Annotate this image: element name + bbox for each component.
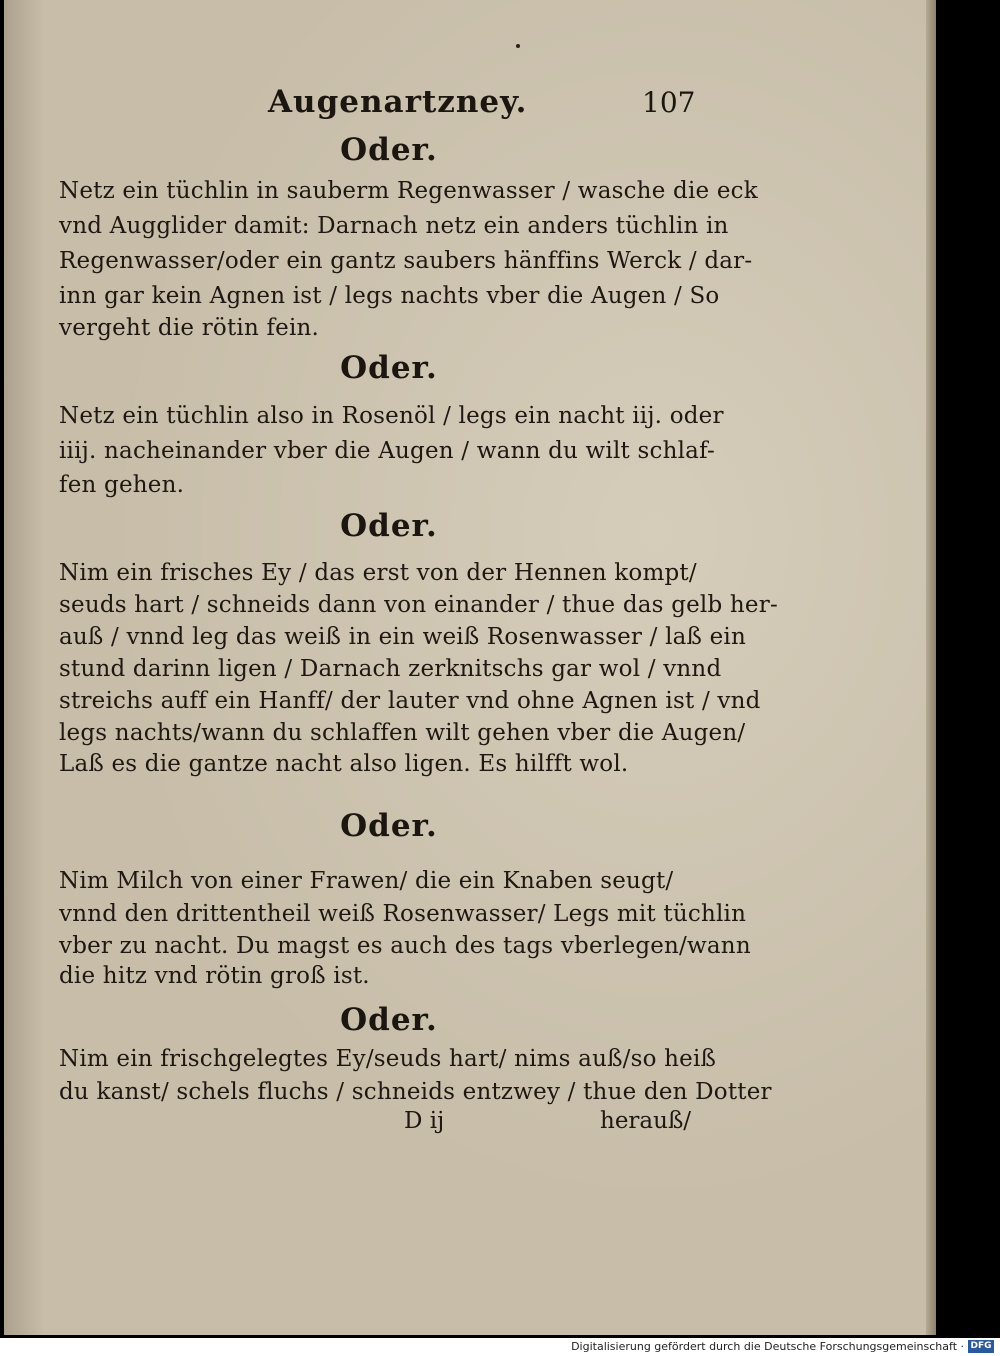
text-line: vergeht die rötin fein. bbox=[59, 315, 320, 341]
book-page bbox=[4, 0, 936, 1335]
ink-dot bbox=[516, 44, 520, 48]
text-line: fen gehen. bbox=[59, 472, 185, 498]
text-line: die hitz vnd rötin groß ist. bbox=[59, 963, 370, 989]
catchword: herauß/ bbox=[600, 1108, 692, 1134]
text-line: vnnd den drittentheil weiß Rosenwasser/ Legs mit tüchlin bbox=[59, 901, 747, 927]
text-line: Regenwasser/oder ein gantz saubers hänffins Werck / dar- bbox=[59, 248, 753, 274]
footer-credit: Digitalisierung gefördert durch die Deutsche Forschungsgemeinschaft · bbox=[571, 1340, 964, 1353]
section-heading: Oder. bbox=[340, 132, 438, 168]
text-line: Nim Milch von einer Frawen/ die ein Knaben seugt/ bbox=[59, 868, 674, 894]
text-line: iiij. nacheinander vber die Augen / wann du wilt schlaf- bbox=[59, 438, 715, 464]
text-line: stund darinn ligen / Darnach zerknitschs gar wol / vnnd bbox=[59, 656, 722, 682]
section-heading: Oder. bbox=[340, 1002, 438, 1038]
section-heading: Oder. bbox=[340, 808, 438, 844]
text-line: Nim ein frisches Ey / das erst von der Hennen kompt/ bbox=[59, 560, 697, 586]
text-line: streichs auff ein Hanff/ der lauter vnd ohne Agnen ist / vnd bbox=[59, 688, 761, 714]
text-line: vnd Augglider damit: Darnach netz ein anders tüchlin in bbox=[59, 213, 729, 239]
dfg-logo-icon: DFG bbox=[968, 1340, 994, 1353]
section-heading: Oder. bbox=[340, 350, 438, 386]
text-line: du kanst/ schels fluchs / schneids entzwey / thue den Dotter bbox=[59, 1079, 772, 1105]
section-heading: Oder. bbox=[340, 508, 438, 544]
page-number: 107 bbox=[642, 86, 696, 119]
running-head: Augenartzney. bbox=[268, 84, 528, 120]
page-edge bbox=[926, 0, 936, 1335]
text-line: inn gar kein Agnen ist / legs nachts vber die Augen / So bbox=[59, 283, 720, 309]
text-line: legs nachts/wann du schlaffen wilt gehen vber die Augen/ bbox=[59, 720, 746, 746]
text-line: seuds hart / schneids dann von einander / thue das gelb her- bbox=[59, 592, 778, 618]
digitization-footer bbox=[0, 1338, 1000, 1356]
text-line: auß / vnnd leg das weiß in ein weiß Rosenwasser / laß ein bbox=[59, 624, 746, 650]
text-line: vber zu nacht. Du magst es auch des tags vberlegen/wann bbox=[59, 933, 751, 959]
signature-mark: D ij bbox=[404, 1108, 445, 1134]
text-line: Nim ein frischgelegtes Ey/seuds hart/ nims auß/so heiß bbox=[59, 1046, 717, 1072]
text-line: Netz ein tüchlin also in Rosenöl / legs ein nacht iij. oder bbox=[59, 403, 724, 429]
text-line: Netz ein tüchlin in sauberm Regenwasser / wasche die eck bbox=[59, 178, 758, 204]
text-line: Laß es die gantze nacht also ligen. Es hilfft wol. bbox=[59, 751, 629, 777]
